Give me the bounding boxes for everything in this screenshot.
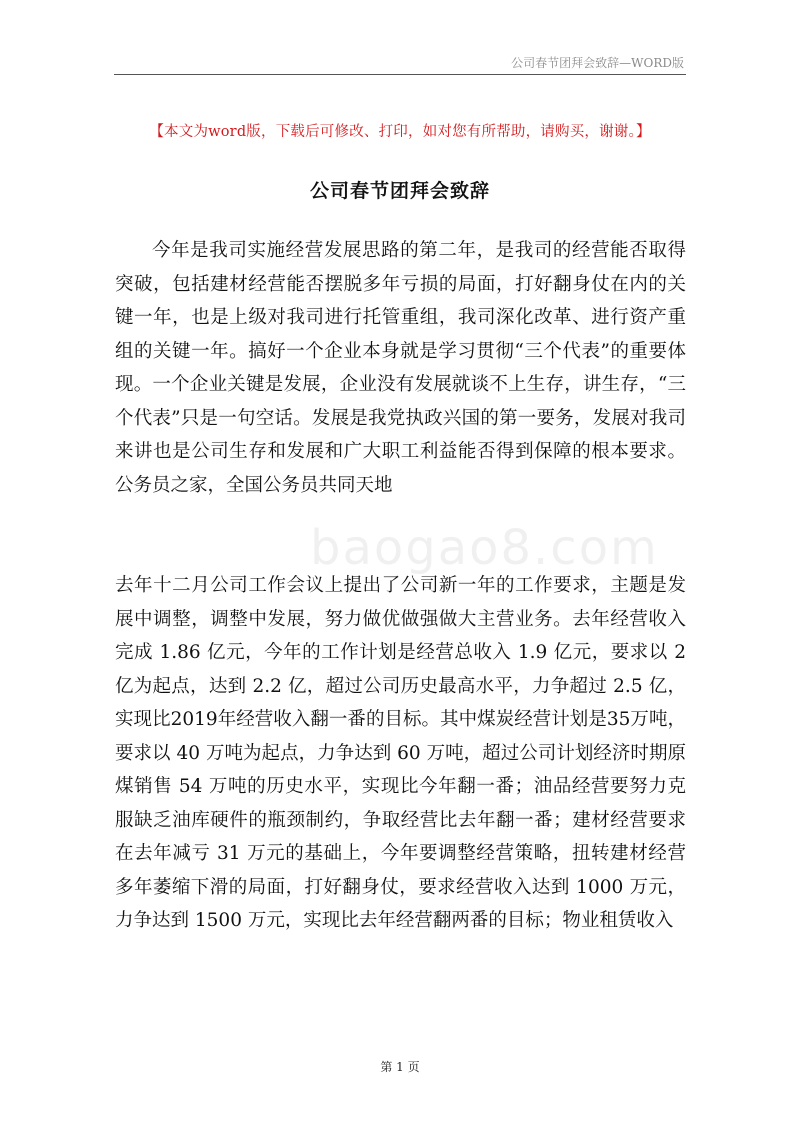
running-header-title: 公司春节团拜会致辞—WORD版 xyxy=(511,56,684,70)
watermark-text: baogao8.com xyxy=(310,520,659,576)
purchase-notice: 【本文为word版，下载后可修改、打印，如对您有所帮助，请购买，谢谢。】 xyxy=(149,124,651,140)
header-divider xyxy=(114,74,686,75)
page-number: 第 1 页 xyxy=(380,1060,420,1074)
paragraph-1: 今年是我司实施经营发展思路的第二年，是我司的经营能否取得突破，包括建材经营能否摆脱多年亏损的局面，打好翻身仗在内的关键一年，也是上级对我司进行托管重组，我司深化改革、进行资产重组的关键一年。搞好一个企业本身就是学习贯彻“三个代表”的重要体现。一个企业关键是发展，企业没有发展就谈不上生存，讲生存，“三个代表”只是一句空话。发展是我党执政兴国的第一要务，发展对我司来讲也是公司生存和发展和广大职工利益能否得到保障的根本要求。公务员之家，全国公务员共同天地 xyxy=(115,240,686,496)
paragraph-2: 去年十二月公司工作会议上提出了公司新一年的工作要求，主题是发展中调整，调整中发展，努力做优做强做大主营业务。去年经营收入完成 1.86 亿元，今年的工作计划是经营总收入 1.9 亿元，要求以 2 亿为起点，达到 2.2 亿，超过公司历史最高水平，力争超过 2.5 亿，实现比2019年经营收入翻一番的目标。其中煤炭经营计划是35万吨，要求以 40 万吨为起点，力争达到 60 万吨，超过公司计划经济时期原煤销售 54 万吨的历史水平，实现比今年翻一番；油品经营要努力克服缺乏油库硬件的瓶颈制约，争取经营比去年翻一番；建材经营要求在去年减亏 31 万元的基础上，今年要调整经营策略，扭转建材经营多年萎缩下滑的局面，打好翻身仗，要求经营收入达到 1000 万元，力争达到 1500 万元，实现比去年经营翻两番的目标；物业租赁收入 xyxy=(115,575,686,931)
document-title: 公司春节团拜会致辞 xyxy=(309,180,490,202)
